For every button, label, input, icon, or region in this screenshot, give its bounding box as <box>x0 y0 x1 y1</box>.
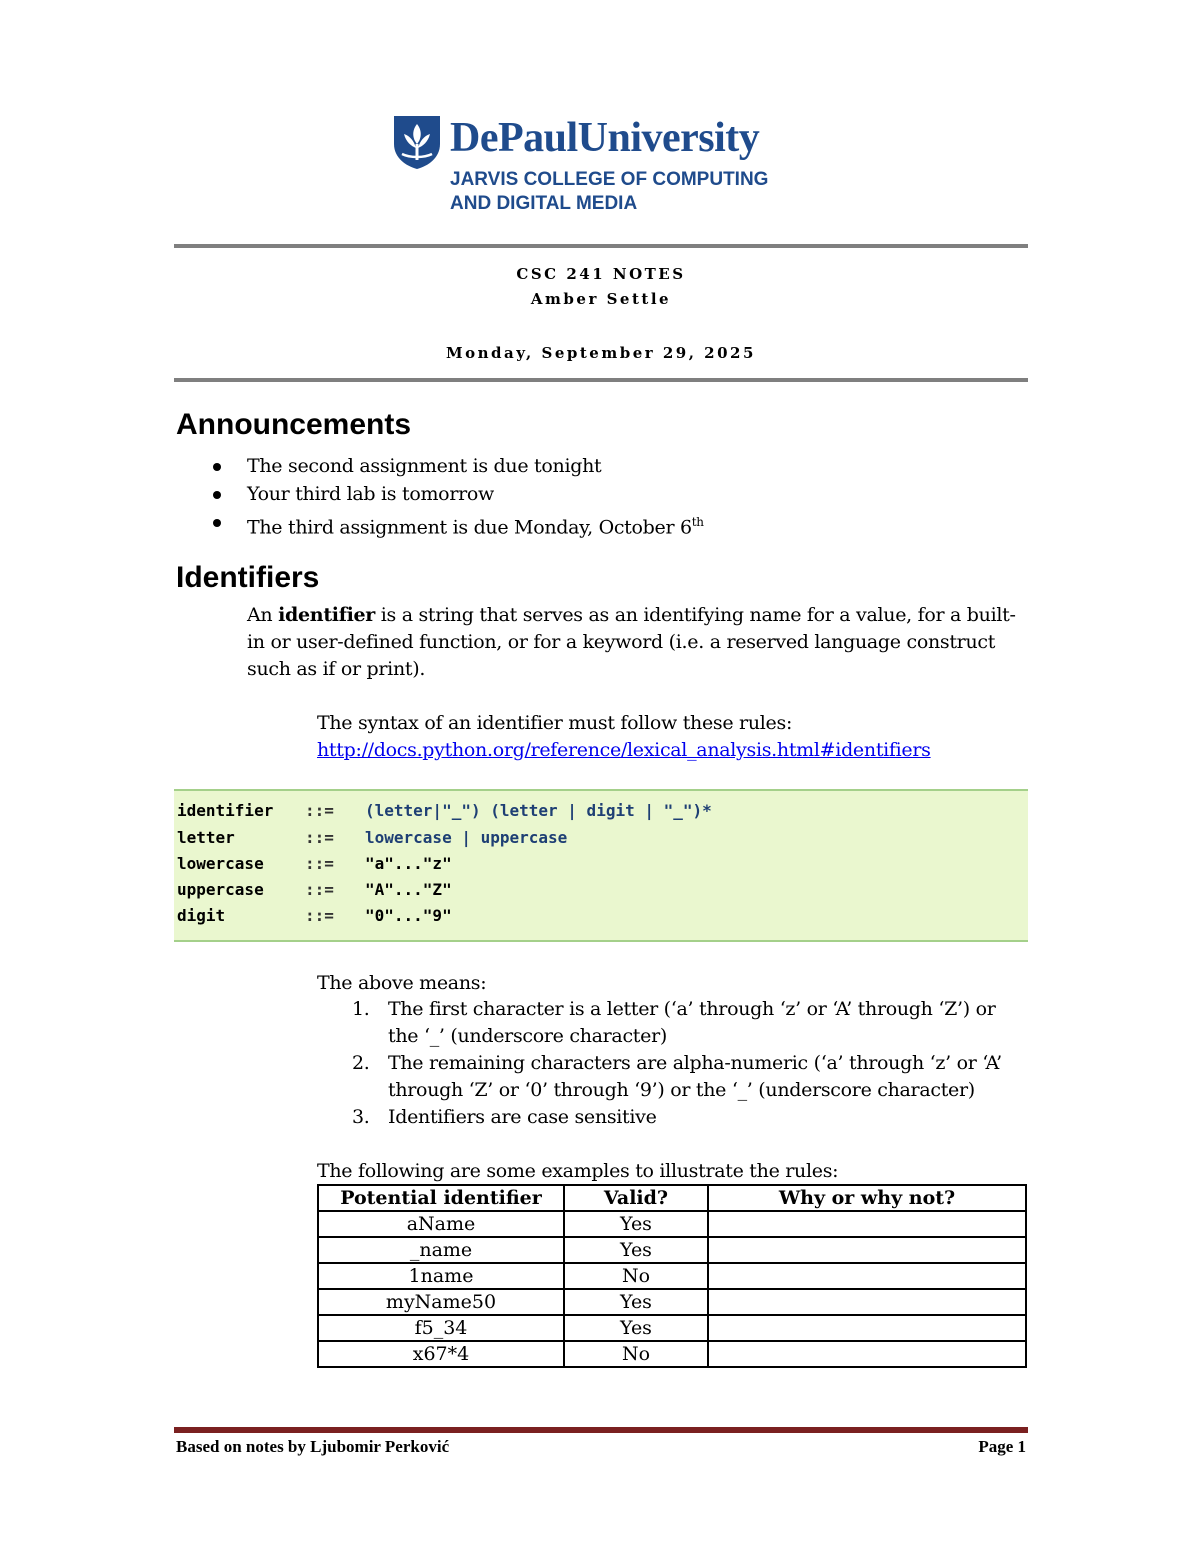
announcements-list <box>210 452 704 541</box>
examples-intro: The following are some examples to illustrate the rules: <box>317 1160 839 1182</box>
identifier-term: identifier <box>278 604 375 626</box>
syntax-intro: The syntax of an identifier must follow these rules: http://docs.python.org/reference/lexical_analysis.html#identifiers <box>317 712 931 761</box>
identifier-rules-list <box>352 996 1032 1131</box>
identifier-cell: 1name <box>318 1263 564 1289</box>
identifier-cell: f5_34 <box>318 1315 564 1341</box>
valid-cell: Yes <box>564 1237 708 1263</box>
grammar-rule: letter ::= lowercase | uppercase <box>177 828 568 847</box>
valid-cell: No <box>564 1263 708 1289</box>
table-row <box>318 1341 1026 1367</box>
table-header-row <box>318 1185 1026 1211</box>
table-row <box>318 1211 1026 1237</box>
list-item: 1. The first character is a letter (‘a’ through ‘z’ or ‘A’ through ‘Z’) or the ‘_’ (underscore character) <box>352 998 996 1047</box>
depaul-logo <box>392 112 812 217</box>
grammar-rule: uppercase ::= "A"..."Z" <box>177 880 452 899</box>
author-name: Amber Settle <box>530 290 672 308</box>
identifier-cell: myName50 <box>318 1289 564 1315</box>
table-row <box>318 1315 1026 1341</box>
college-name <box>450 168 768 216</box>
python-docs-link[interactable]: http://docs.python.org/reference/lexical_analysis.html#identifiers <box>317 739 931 761</box>
column-header: Why or why not? <box>708 1185 1026 1211</box>
list-item: 3. Identifiers are case sensitive <box>352 1106 657 1128</box>
identifiers-heading: Identifiers <box>176 561 320 594</box>
column-header: Valid? <box>564 1185 708 1211</box>
list-item: The third assignment is due Monday, October 6th <box>210 508 704 541</box>
college-line-2: AND DIGITAL MEDIA <box>450 193 638 214</box>
footer-rule <box>174 1427 1028 1433</box>
reason-cell <box>708 1289 1026 1315</box>
reason-cell <box>708 1341 1026 1367</box>
header-bottom-rule <box>174 378 1028 382</box>
grammar-code-block <box>174 789 1028 942</box>
footer-credit: Based on notes by Ljubomir Perković <box>176 1437 450 1456</box>
page-number: Page 1 <box>978 1437 1026 1456</box>
list-item: Your third lab is tomorrow <box>210 480 704 508</box>
identifier-cell: _name <box>318 1237 564 1263</box>
valid-cell: Yes <box>564 1315 708 1341</box>
valid-cell: Yes <box>564 1211 708 1237</box>
ordinal-suffix: th <box>691 515 704 529</box>
grammar-rule: digit ::= "0"..."9" <box>177 906 452 925</box>
identifier-definition: An identifier is a string that serves as an identifying name for a value, for a built- in or user-defined function, or for a keyword (i.e. a reserved language construct such as if or print). <box>247 604 1016 680</box>
list-item: The second assignment is due tonight <box>210 452 704 480</box>
valid-cell: Yes <box>564 1289 708 1315</box>
valid-cell: No <box>564 1341 708 1367</box>
identifier-cell: aName <box>318 1211 564 1237</box>
column-header: Potential identifier <box>318 1185 564 1211</box>
college-line-1: JARVIS COLLEGE OF COMPUTING <box>450 169 769 190</box>
shield-icon <box>392 114 442 170</box>
list-item: 2. The remaining characters are alpha-numeric (‘a’ through ‘z’ or ‘A’ through ‘Z’ or ‘0’ through ‘9’) or the ‘_’ (underscore character) <box>352 1052 1002 1101</box>
grammar-rule: identifier ::= (letter|"_") (letter | digit | "_")* <box>177 801 712 820</box>
grammar-rule: lowercase ::= "a"..."z" <box>177 854 452 873</box>
reason-cell <box>708 1211 1026 1237</box>
lecture-date: Monday, September 29, 2025 <box>446 344 756 362</box>
reason-cell <box>708 1237 1026 1263</box>
header-top-rule <box>174 244 1028 248</box>
table-row <box>318 1263 1026 1289</box>
reason-cell <box>708 1315 1026 1341</box>
table-row <box>318 1237 1026 1263</box>
means-heading: The above means: <box>317 972 487 994</box>
identifier-cell: x67*4 <box>318 1341 564 1367</box>
reason-cell <box>708 1263 1026 1289</box>
announcements-heading: Announcements <box>176 408 412 441</box>
course-title: CSC 241 NOTES <box>516 265 686 283</box>
university-name: DePaulUniversity <box>450 115 760 161</box>
examples-table <box>317 1184 1027 1368</box>
table-row <box>318 1289 1026 1315</box>
